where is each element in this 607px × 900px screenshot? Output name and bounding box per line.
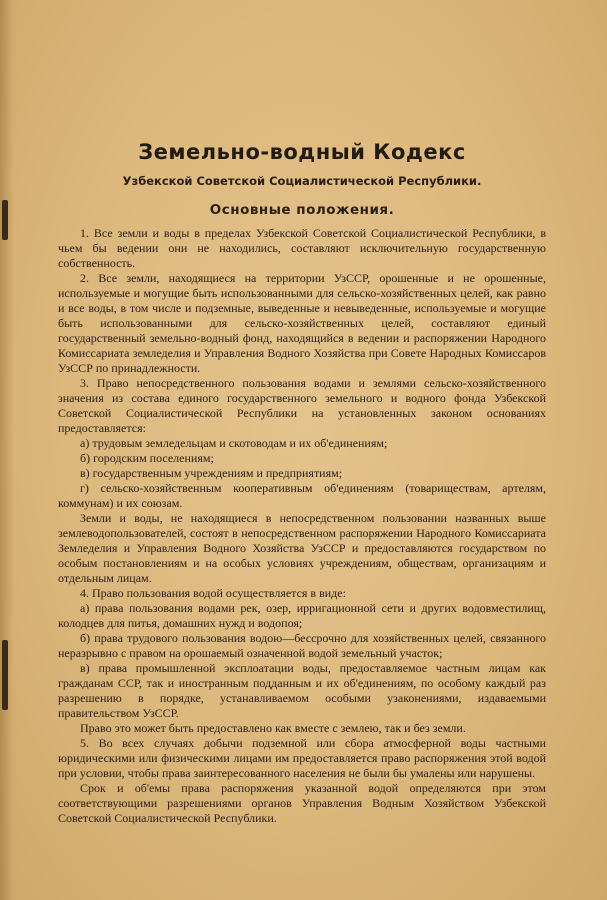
binding-mark [2, 640, 8, 710]
document-subtitle: Узбекской Советской Социалистической Республики. [122, 174, 482, 188]
paragraph: 1. Все земли и воды в пределах Узбекской Советской Социалистической Республики, в чьем бы ведении они не находились, составляют исключительную государственную собственность. [58, 226, 546, 270]
paragraph: 5. Во всех случаях добычи подземной или сбора атмосферной воды частными юридическими или физическими лицами им предоставляется право распоряжения этой водой при условии, чтобы права заинтересованного населения не были бы умалены или нарушены. [58, 736, 546, 780]
document-content [58, 140, 546, 826]
paragraph: Срок и об'емы права распоряжения указанной водой определяются при этом соответствующими разрешениями органов Управления Водным Хозяйством Узбекской Советской Социалистической Республики. [58, 781, 546, 825]
list-item: в) государственным учреждениям и предприятиям; [80, 466, 343, 480]
section-title: Основные положения. [209, 202, 395, 218]
paragraph: Земли и воды, не находящиеся в непосредственном пользовании названных выше землеводопользователей, состоят в непосредственном распоряжении Народного Комиссариата Земледелия и Управления Водного Хозяйства УзССР и предоставляются государством по особым постановлениям и на особых условиях учреждениям, обществам, организациям и отдельным лицам. [58, 511, 546, 585]
paragraph: 3. Право непосредственного пользования водами и землями сельско-хозяйственного значения из состава единого государственного земельного и водного фонда Узбекской Советской Социалистической Республики на установленных законом основаниях предоставляется: [58, 376, 546, 435]
binding-mark [2, 200, 8, 240]
page-edge-shadow [0, 0, 14, 900]
list-item: г) сельско-хозяйственным кооперативным об'единениям (товариществам, артелям, коммунам) и их союзам. [58, 481, 546, 510]
document-body [58, 226, 546, 826]
list-item: а) трудовым земледельцам и скотоводам и их об'единениям; [80, 436, 388, 450]
list-item: б) городским поселениям; [80, 451, 214, 465]
paragraph: 4. Право пользования водой осуществляется в виде: [80, 586, 346, 600]
paragraph: Право это может быть предоставлено как вместе с землею, так и без земли. [80, 721, 466, 735]
document-title: Земельно-водный Кодекс [138, 140, 466, 164]
paragraph: 2. Все земли, находящиеся на территории УзССР, орошенные и не орошенные, используемые и могущие быть использованными для сельско-хозяйственных целей, как равно и все воды, в том числе и подземные, выведенные и невыведенные, используемые и могущие быть использованными для сельско-хозяйственных целей, составляют единый государственный земельно-водный фонд, находящийся в ведении и распоряжении Народного Комиссариата земледелия и Управления Водного Хозяйства при Совете Народных Комиссаров УзССР по принадлежности. [58, 271, 546, 375]
list-item: б) права трудового пользования водою—бессрочно для хозяйственных целей, связанного неразрывно с правом на орошаемый означенной водой земельный участок; [58, 631, 546, 660]
list-item: в) права промышленной эксплоатации воды, предоставляемое частным лицам как гражданам ССР, так и иностранным подданным и их об'единениям, по особому каждый раз разрешению в порядке, устанавливаемом особыми узаконениями, издаваемыми правительством УзССР. [58, 661, 546, 720]
list-item: а) права пользования водами рек, озер, ирригационной сети и других водовместилищ, колодцев для питья, домашних нужд и водопоя; [58, 601, 546, 630]
